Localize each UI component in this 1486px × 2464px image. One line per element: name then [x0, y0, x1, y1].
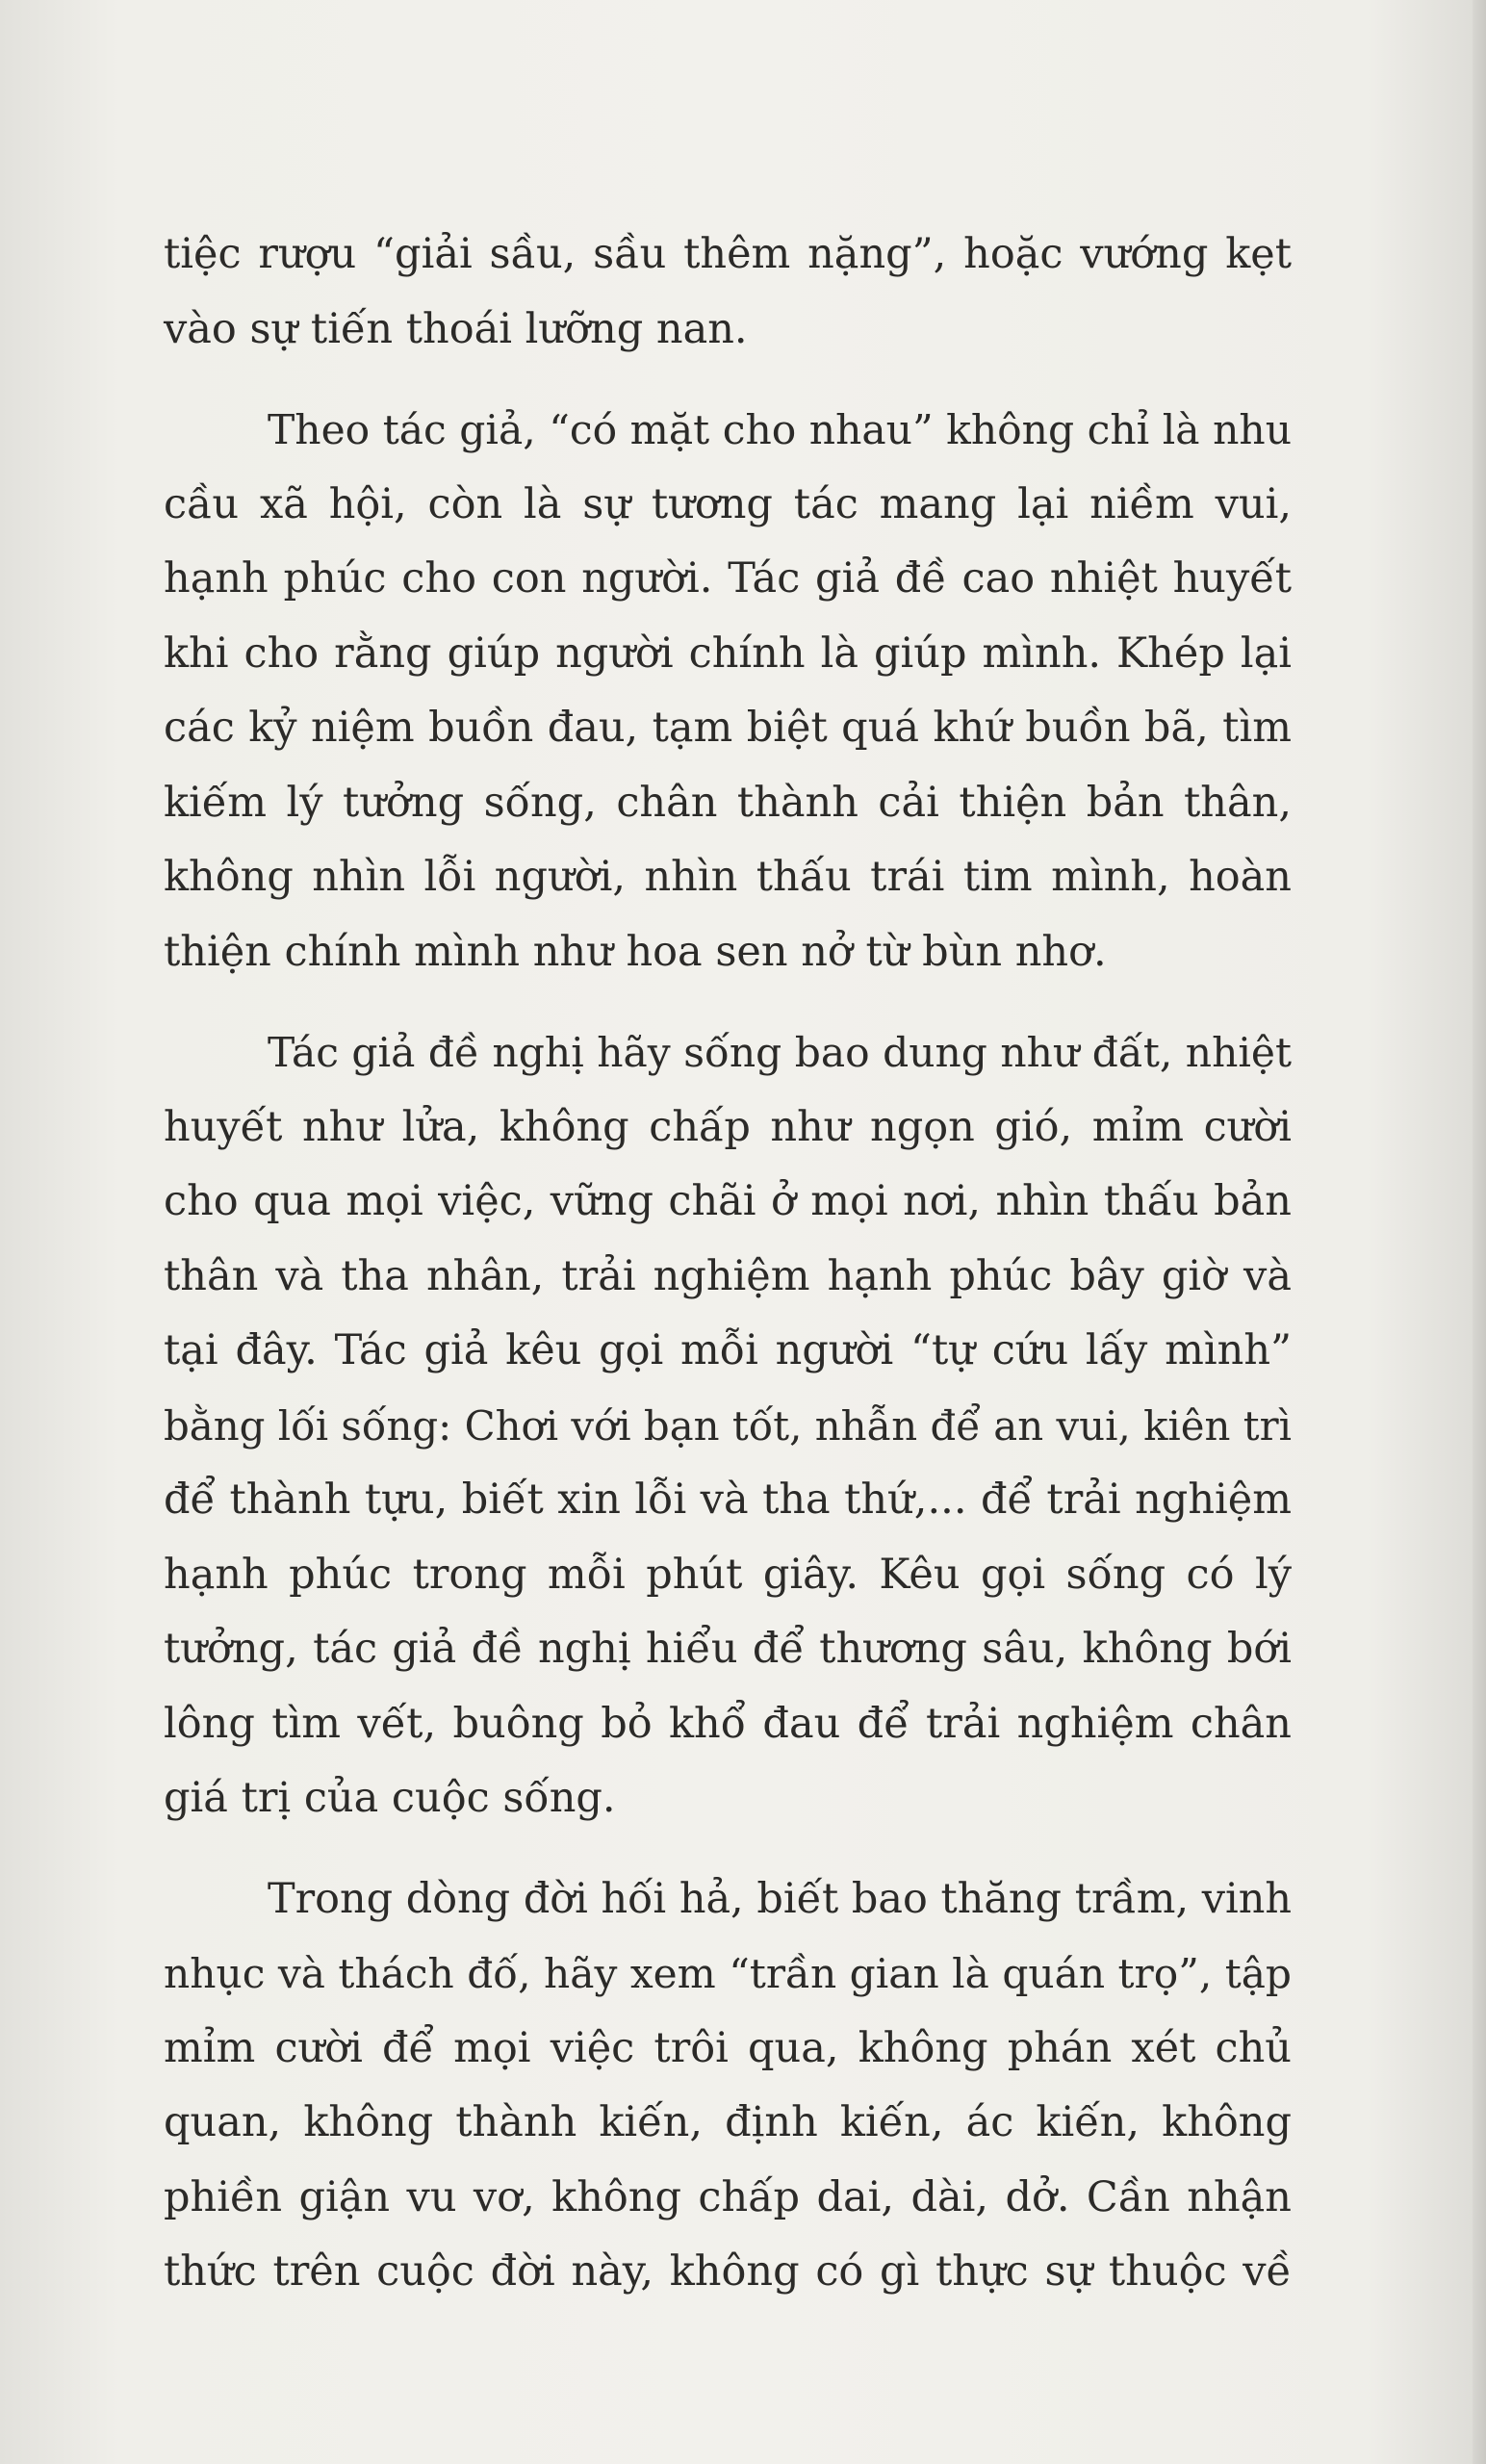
text-line: tưởng, tác giả đề nghị hiểu để thương sâu, không bới — [164, 1625, 1292, 1673]
text-line: thân và tha nhân, trải nghiệm hạnh phúc bây giờ và — [164, 1251, 1292, 1300]
text-line: cho qua mọi việc, vững chãi ở mọi nơi, nhìn thấu bản — [164, 1177, 1292, 1225]
text-line: giá trị của cuộc sống. — [164, 1774, 616, 1822]
text-line: Tác giả đề nghị hãy sống bao dung như đất, nhiệt — [268, 1029, 1292, 1076]
text-line: nhục và thách đố, hãy xem “trần gian là quán trọ”, tập — [164, 1950, 1292, 1997]
text-line: không nhìn lỗi người, nhìn thấu trái tim mình, hoàn — [164, 853, 1292, 901]
text-line: phiền giận vu vơ, không chấp dai, dài, dở. Cần nhận — [164, 2172, 1292, 2221]
text-line: tiệc rượu “giải sầu, sầu thêm nặng”, hoặc vướng kẹt — [164, 230, 1292, 278]
text-line: huyết như lửa, không chấp như ngọn gió, mỉm cười — [164, 1102, 1292, 1151]
text-line: thức trên cuộc đời này, không có gì thực sự thuộc về — [164, 2247, 1292, 2296]
text-line: kiếm lý tưởng sống, chân thành cải thiện bản thân, — [164, 778, 1292, 827]
text-line: khi cho rằng giúp người chính là giúp mình. Khép lại — [164, 629, 1292, 678]
text-line: lông tìm vết, buông bỏ khổ đau để trải nghiệm chân — [164, 1699, 1292, 1748]
text-line: thiện chính mình như hoa sen nở từ bùn nhơ. — [164, 927, 1107, 976]
text-line: Trong dòng đời hối hả, biết bao thăng trầm, vinh — [268, 1874, 1292, 1923]
paragraph-3 — [164, 1015, 1292, 1836]
text-line: hạnh phúc cho con người. Tác giả đề cao nhiệt huyết — [164, 554, 1292, 603]
text-line: quan, không thành kiến, định kiến, ác kiến, không — [164, 2098, 1292, 2146]
body-text — [164, 218, 1292, 2310]
text-line: để thành tựu, biết xin lỗi và tha thứ,... để trải nghiệm — [164, 1476, 1292, 1524]
text-line: mỉm cười để mọi việc trôi qua, không phán xét chủ — [164, 2023, 1292, 2072]
text-line: các kỷ niệm buồn đau, tạm biệt quá khứ buồn bã, tìm — [164, 704, 1292, 752]
text-line: tại đây. Tác giả kêu gọi mỗi người “tự cứu lấy mình” — [164, 1326, 1292, 1374]
paragraph-1 — [164, 218, 1292, 367]
page-edge — [1473, 0, 1486, 2464]
text-line: cầu xã hội, còn là sự tương tác mang lại niềm vui, — [164, 479, 1292, 528]
text-line: hạnh phúc trong mỗi phút giây. Kêu gọi sống có lý — [164, 1550, 1292, 1599]
text-line: vào sự tiến thoái lưỡng nan. — [164, 304, 748, 353]
text-line: Theo tác giả, “có mặt cho nhau” không chỉ là nhu — [268, 406, 1292, 453]
paragraph-2 — [164, 393, 1292, 989]
text-line: bằng lối sống: Chơi với bạn tốt, nhẫn để an vui, kiên trì — [164, 1401, 1292, 1450]
paragraph-4 — [164, 1862, 1292, 2310]
